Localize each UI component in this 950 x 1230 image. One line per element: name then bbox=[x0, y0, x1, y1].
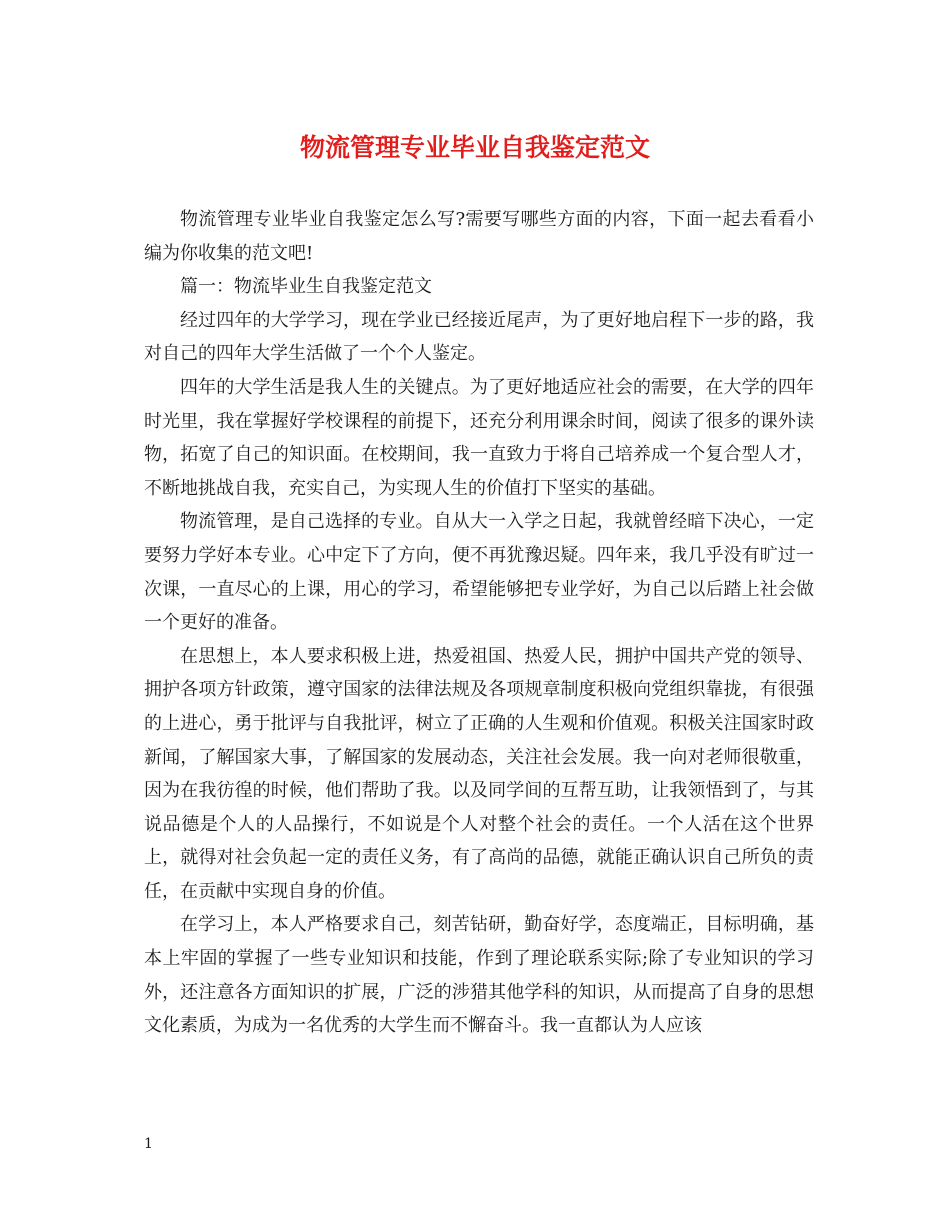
paragraph-ideology: 在思想上，本人要求积极上进，热爱祖国、热爱人民，拥护中国共产党的领导、拥护各项方针政策，遵守国家的法律法规及各项规章制度积极向党组织靠拢，有很强的上进心，勇于批评与自我批评，树立了正确的人生观和价值观。积极关注国家时政新闻，了解国家大事，了解国家的发展动态，关注社会发展。我一向对老师很敬重，因为在我彷徨的时候，他们帮助了我。以及同学间的互帮互助，让我领悟到了，与其说品德是个人的人品操行，不如说是个人对整个社会的责任。一个人活在这个世界上，就得对社会负起一定的责任义务，有了高尚的品德，就能正确认识自己所负的责任，在贡献中实现自身的价值。 bbox=[144, 645, 814, 902]
paragraph-college-life: 四年的大学生活是我人生的关键点。为了更好地适应社会的需要，在大学的四年时光里，我在掌握好学校课程的前提下，还充分利用课余时间，阅读了很多的课外读物，拓宽了自己的知识面。在校期间，我一直致力于将自己培养成一个复合型人才，不断地挑战自我，充实自己，为实现人生的价值打下坚实的基础。 bbox=[144, 376, 814, 499]
document-title: 物流管理专业毕业自我鉴定范文 bbox=[299, 133, 650, 162]
page-number: 1 bbox=[144, 1136, 153, 1152]
paragraph-intro: 物流管理专业毕业自我鉴定怎么写?需要写哪些方面的内容，下面一起去看看小编为你收集的范文吧! bbox=[144, 209, 814, 264]
paragraph-section-heading: 篇一：物流毕业生自我鉴定范文 bbox=[180, 276, 432, 298]
paragraph-major: 物流管理，是自己选择的专业。自从大一入学之日起，我就曾经暗下决心，一定要努力学好本专业。心中定下了方向，便不再犹豫迟疑。四年来，我几乎没有旷过一次课，一直尽心的上课，用心的学习，希望能够把专业学好，为自己以后踏上社会做一个更好的准备。 bbox=[144, 511, 814, 634]
paragraph-opening: 经过四年的大学学习，现在学业已经接近尾声，为了更好地启程下一步的路，我对自己的四年大学生活做了一个个人鉴定。 bbox=[144, 309, 814, 365]
paragraph-study: 在学习上，本人严格要求自己，刻苦钻研，勤奋好学，态度端正，目标明确，基本上牢固的掌握了一些专业知识和技能，作到了理论联系实际;除了专业知识的学习外，还注意各方面知识的扩展，广泛的涉猎其他学科的知识，从而提高了自身的思想文化素质，为成为一名优秀的大学生而不懈奋斗。我一直都认为人应该 bbox=[144, 914, 814, 1037]
document-body bbox=[144, 203, 814, 1043]
